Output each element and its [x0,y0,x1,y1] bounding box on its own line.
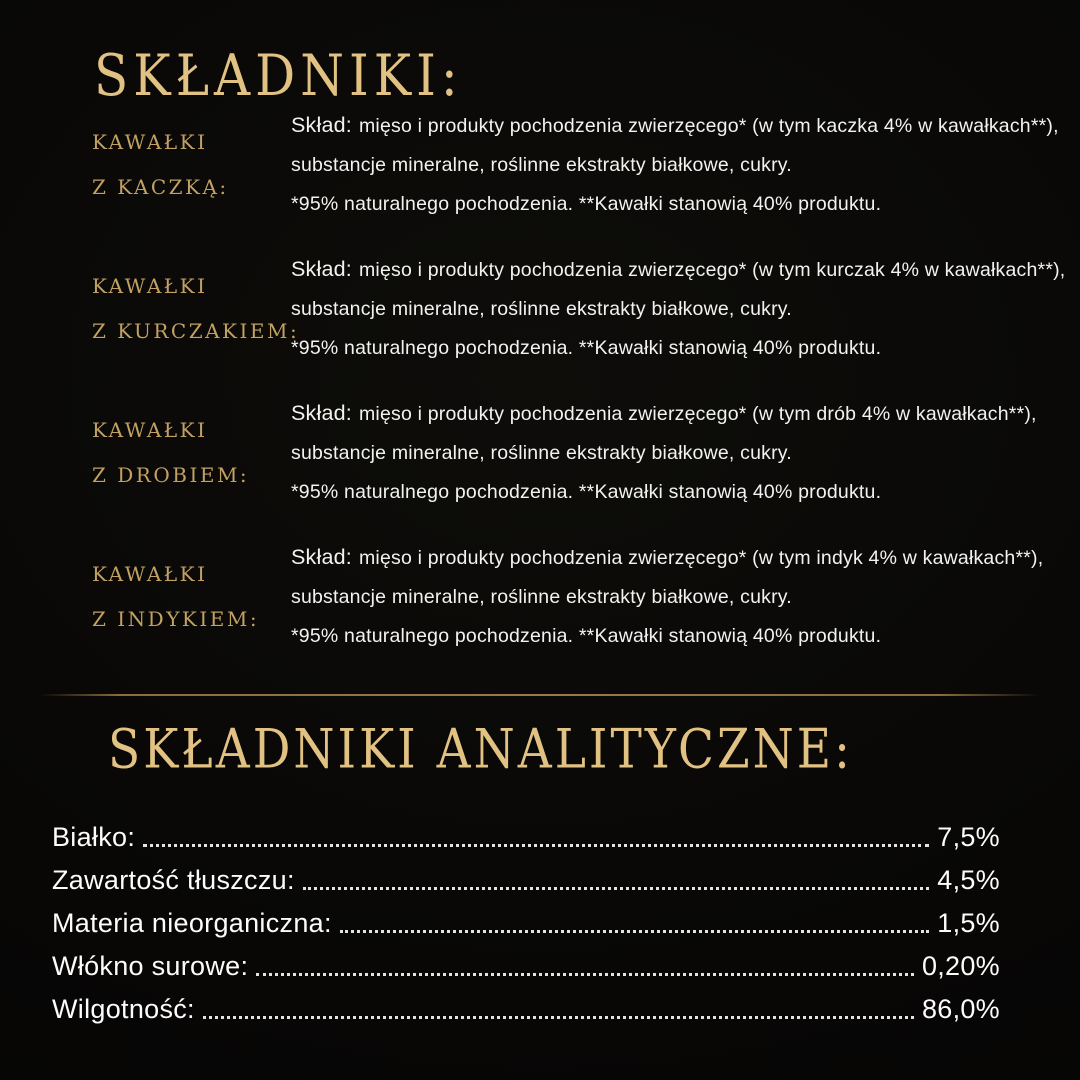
composition-text: mięso i produkty pochodzenia zwierzęcego* (w tym kurczak 4% w kawałkach**), [358,259,1066,281]
analytics-value: 4,5% [937,864,1000,895]
section-duck-text [291,106,1059,224]
analytics-row-crude-fibre [52,941,1000,984]
section-turkey-text [291,538,1046,656]
analytics-label: Wilgotność: [52,993,195,1024]
analytics-title: SKŁADNIKI ANALITYCZNE: [108,718,853,782]
analytics-label: Materia nieorganiczna: [52,907,332,938]
analytics-row-fat [52,855,1000,898]
analytics-row-inorganic-matter [52,898,1000,941]
composition-footnote: *95% naturalnego pochodzenia. **Kawałki stanowią 40% produktu. [291,193,882,215]
analytics-value: 0,20% [921,950,1000,981]
composition-text: mięso i produkty pochodzenia zwierzęcego* (w tym indyk 4% w kawałkach**), [358,547,1044,569]
composition-line [291,106,1059,146]
section-turkey-label [0,552,291,642]
dotted-leader [340,930,929,933]
composition-line [291,250,1065,290]
analytics-list [52,812,1000,1027]
section-chicken-label [0,264,300,354]
composition-lead: Skład: [291,257,352,281]
composition-lead: Skład: [291,113,352,137]
analytics-row-protein [52,812,1000,855]
section-poultry-text [291,394,1046,512]
section-label-line: KAWAŁKI [92,274,208,298]
composition-line: substancje mineralne, roślinne ekstrakty białkowe, cukry. [291,298,792,320]
analytics-label: Zawartość tłuszczu: [52,864,295,895]
dotted-leader [303,887,929,890]
analytics-label: Białko: [52,821,136,852]
section-chicken-text [291,250,1065,368]
composition-line [291,394,1046,434]
composition-lead: Skład: [291,545,352,569]
composition-line: substancje mineralne, roślinne ekstrakty białkowe, cukry. [291,442,792,464]
section-label-line: KAWAŁKI [92,562,208,586]
composition-footnote: *95% naturalnego pochodzenia. **Kawałki stanowią 40% produktu. [291,481,882,503]
analytics-value: 7,5% [937,821,1000,852]
analytics-value: 86,0% [921,993,1000,1024]
section-poultry [0,394,1046,512]
composition-footnote: *95% naturalnego pochodzenia. **Kawałki stanowią 40% produktu. [291,337,882,359]
section-label-line: Z KACZKĄ: [92,175,229,199]
dotted-leader [256,973,914,976]
section-label-line: Z KURCZAKIEM: [92,319,300,343]
section-duck [0,106,1059,224]
composition-lead: Skład: [291,401,352,425]
composition-line: substancje mineralne, roślinne ekstrakty białkowe, cukry. [291,586,792,608]
composition-footnote: *95% naturalnego pochodzenia. **Kawałki stanowią 40% produktu. [291,625,882,647]
section-chicken [0,250,1066,368]
composition-line: substancje mineralne, roślinne ekstrakty białkowe, cukry. [291,154,792,176]
composition-text: mięso i produkty pochodzenia zwierzęcego* (w tym drób 4% w kawałkach**), [358,403,1037,425]
section-label-line: Z INDYKIEM: [92,607,260,631]
section-label-line: KAWAŁKI [92,130,208,154]
composition-line [291,538,1046,578]
ingredients-sections [0,106,1066,656]
composition-text: mięso i produkty pochodzenia zwierzęcego* (w tym kaczka 4% w kawałkach**), [358,115,1059,137]
ingredients-title: SKŁADNIKI: [94,42,463,109]
dotted-leader [143,844,929,847]
analytics-label: Włókno surowe: [52,950,249,981]
section-label-line: KAWAŁKI [92,418,208,442]
section-turkey [0,538,1046,656]
section-poultry-label [0,408,291,498]
dotted-leader [203,1016,914,1019]
section-label-line: Z DROBIEM: [92,463,250,487]
divider-line [40,694,1040,696]
analytics-row-moisture [52,984,1000,1027]
analytics-value: 1,5% [937,907,1000,938]
section-duck-label [0,120,291,210]
